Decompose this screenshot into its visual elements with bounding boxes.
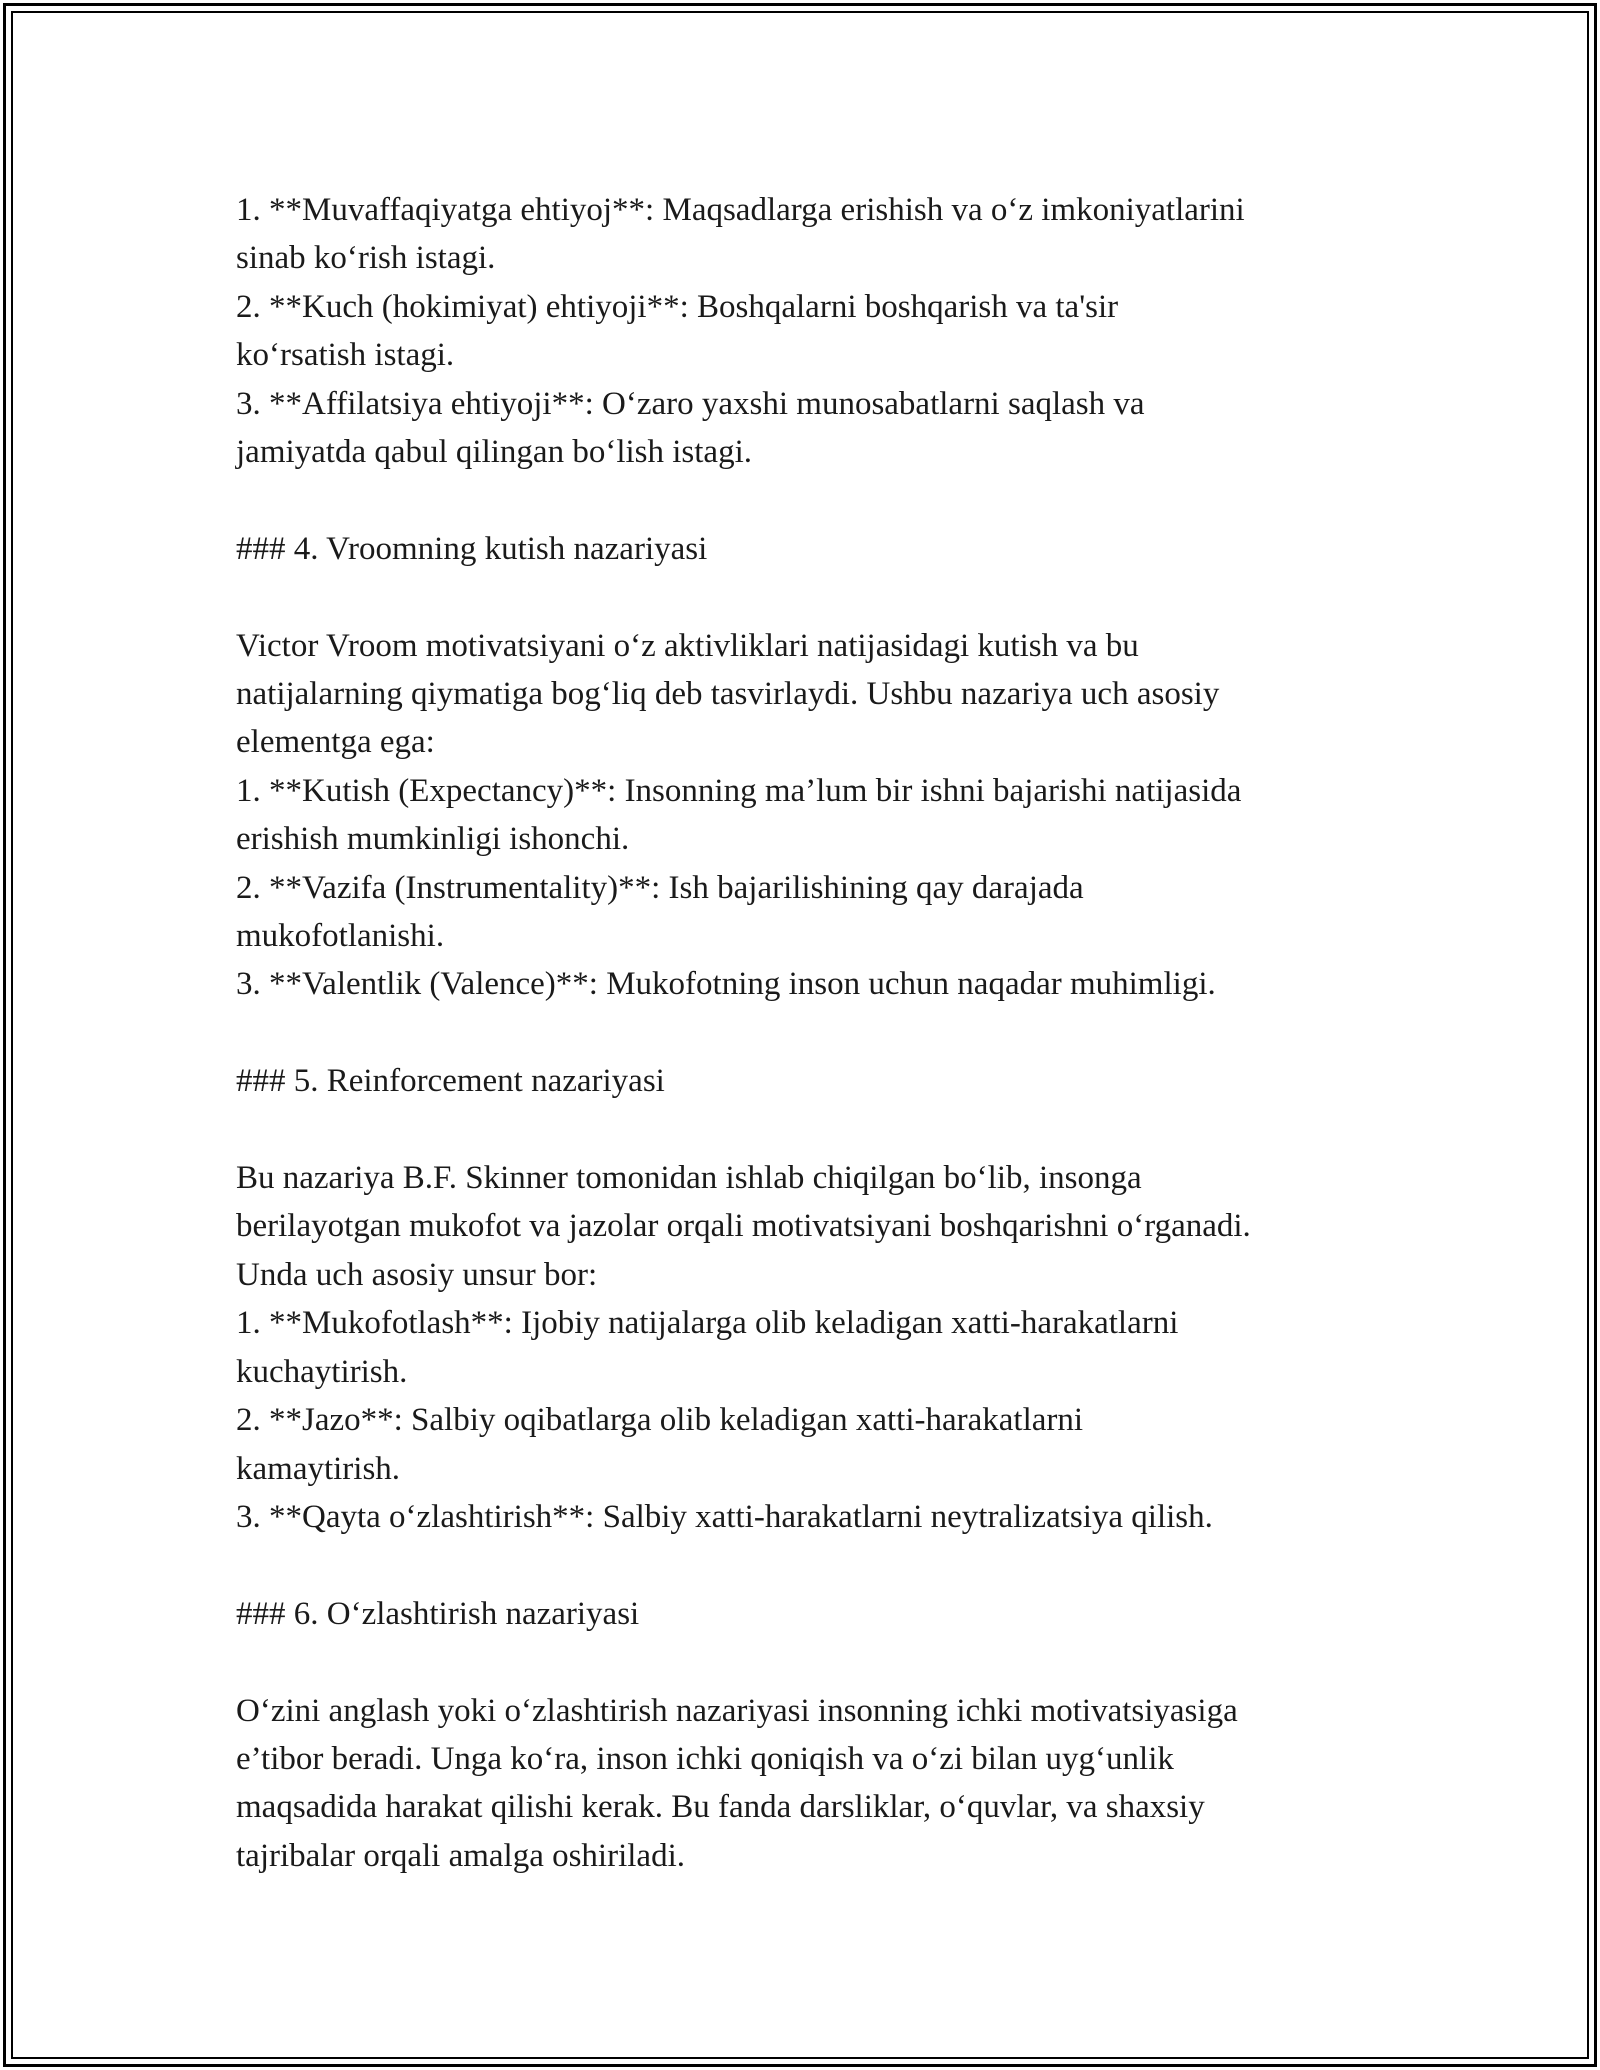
text-line: elementga ega: — [236, 724, 435, 761]
section-heading: ### 5. Reinforcement nazariyasi — [236, 1063, 665, 1100]
blank-line — [236, 573, 1386, 621]
text-line: tajribalar orqali amalga oshiriladi. — [236, 1837, 685, 1874]
blank-line — [236, 1009, 1386, 1057]
text-line: Bu nazariya B.F. Skinner tomonidan ishlab chiqilgan bo‘lib, insonga — [236, 1160, 1142, 1197]
text-line: kamaytirish. — [236, 1450, 401, 1487]
text-line: 2. **Kuch (hokimiyat) ehtiyoji**: Boshqalarni boshqarish va ta'sir — [236, 288, 1119, 325]
text-line: erishish mumkinligi ishonchi. — [236, 821, 630, 858]
text-line: 3. **Qayta o‘zlashtirish**: Salbiy xatti-harakatlarni neytralizatsiya qilish. — [236, 1498, 1213, 1535]
text-line: Unda uch asosiy unsur bor: — [236, 1256, 598, 1293]
text-line: 3. **Valentlik (Valence)**: Mukofotning inson uchun naqadar muhimligi. — [236, 966, 1216, 1003]
text-line: 2. **Vazifa (Instrumentality)**: Ish bajarilishining qay darajada — [236, 869, 1084, 906]
text-line: ko‘rsatish istagi. — [236, 337, 455, 374]
text-line: kuchaytirish. — [236, 1353, 408, 1390]
text-line: 2. **Jazo**: Salbiy oqibatlarga olib keladigan xatti-harakatlarni — [236, 1402, 1084, 1439]
text-line: sinab ko‘rish istagi. — [236, 240, 496, 277]
blank-line — [236, 1541, 1386, 1589]
text-line: jamiyatda qabul qilingan bo‘lish istagi. — [236, 434, 752, 471]
text-line: 3. **Affilatsiya ehtiyoji**: O‘zaro yaxshi munosabatlarni saqlash va — [236, 385, 1145, 422]
blank-line — [236, 1106, 1386, 1154]
text-line: natijalarning qiymatiga bog‘liq deb tasvirlaydi. Ushbu nazariya uch asosiy — [236, 676, 1220, 713]
text-line: maqsadida harakat qilishi kerak. Bu fanda darsliklar, o‘quvlar, va shaxsiy — [236, 1789, 1205, 1826]
blank-line — [236, 476, 1386, 524]
text-line: Victor Vroom motivatsiyani o‘z aktivliklari natijasidagi kutish va bu — [236, 627, 1139, 664]
text-line: 1. **Muvaffaqiyatga ehtiyoj**: Maqsadlarga erishish va o‘z imkoniyatlarini — [236, 192, 1245, 228]
blank-line — [236, 1638, 1386, 1686]
text-line: O‘zini anglash yoki o‘zlashtirish nazariyasi insonning ichki motivatsiyasiga — [236, 1692, 1238, 1729]
text-line: 1. **Mukofotlash**: Ijobiy natijalarga olib keladigan xatti-harakatlarni — [236, 1305, 1179, 1342]
section-heading: ### 6. O‘zlashtirish nazariyasi — [236, 1595, 640, 1632]
text-line: 1. **Kutish (Expectancy)**: Insonning ma’lum bir ishni bajarishi natijasida — [236, 772, 1242, 809]
text-line: e’tibor beradi. Unga ko‘ra, inson ichki qoniqish va o‘zi bilan uyg‘unlik — [236, 1740, 1174, 1777]
text-line: mukofotlanishi. — [236, 918, 445, 955]
document-body — [236, 186, 1386, 1880]
section-heading: ### 4. Vroomning kutish nazariyasi — [236, 530, 708, 567]
text-line: berilayotgan mukofot va jazolar orqali motivatsiyani boshqarishni o‘rganadi. — [236, 1208, 1251, 1245]
